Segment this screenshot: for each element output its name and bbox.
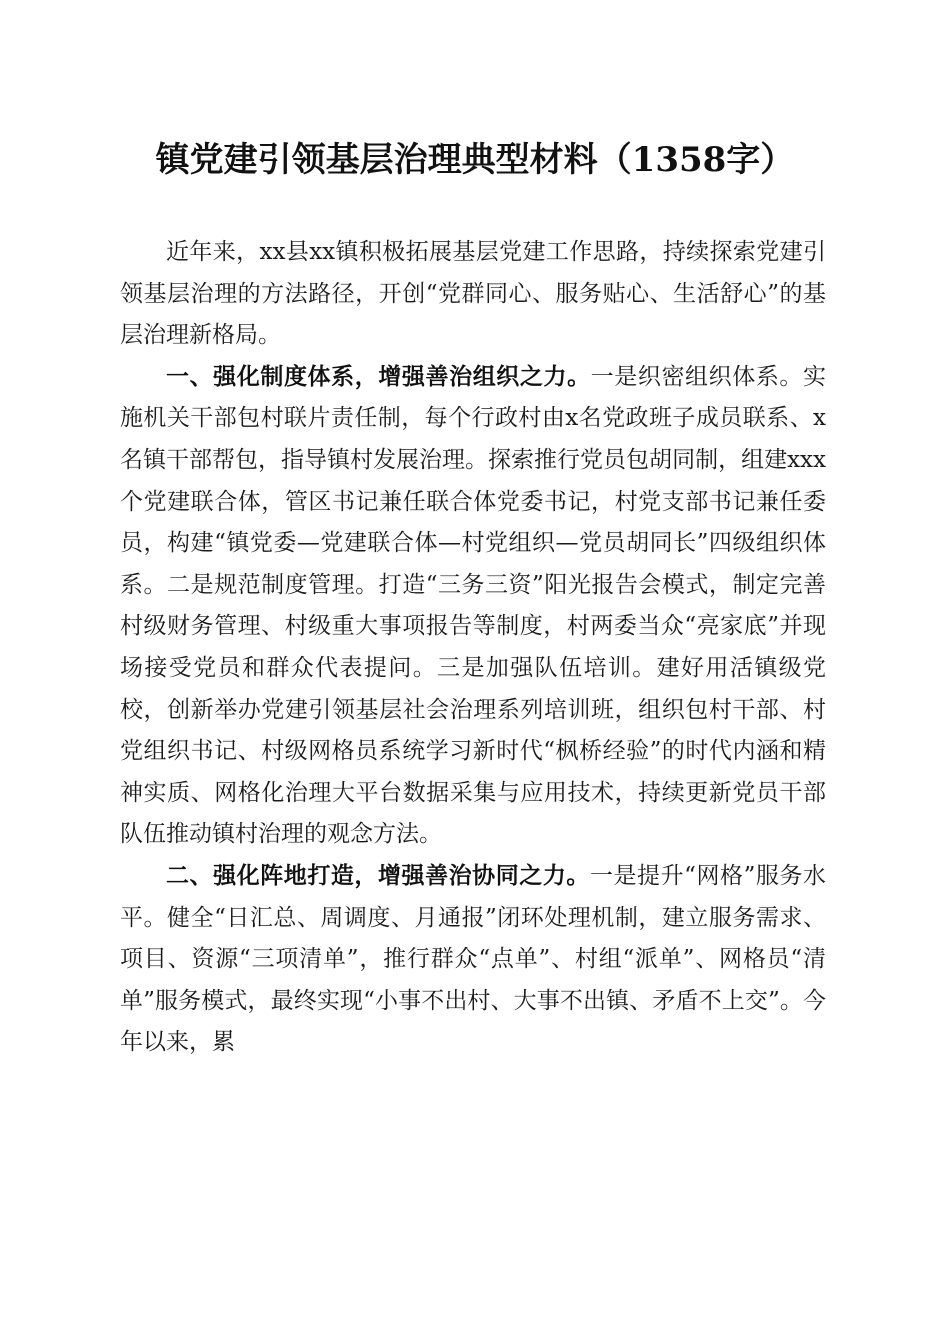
document-body xyxy=(120,232,826,1064)
section-two-heading: 二、强化阵地打造，增强善治协同之力。 xyxy=(166,862,590,889)
section-one-paragraph xyxy=(120,357,826,856)
intro-paragraph-text: 近年来，xx县xx镇积极拓展基层党建工作思路，持续探索党建引领基层治理的方法路径，开创“党群同心、服务贴心、生活舒心”的基层治理新格局。 xyxy=(120,239,826,349)
section-two-text: 一是提升“网格”服务水平。健全“日汇总、周调度、月通报”闭环处理机制，建立服务需求、项目、资源“三项清单”，推行群众“点单”、村组“派单”、网格员“清单”服务模式，最终实现“小事不出村、大事不出镇、矛盾不上交”。今年以来，累 xyxy=(120,862,826,1056)
intro-paragraph xyxy=(120,232,826,357)
document-title: 镇党建引领基层治理典型材料（1358字） xyxy=(155,140,795,180)
section-one-text: 一是织密组织体系。实施机关干部包村联片责任制，每个行政村由x名党政班子成员联系、x名镇干部帮包，指导镇村发展治理。探索推行党员包胡同制，组建xxx个党建联合体，管区书记兼任联合体党委书记，村党支部书记兼任委员，构建“镇党委—党建联合体—村党组织—党员胡同长”四级组织体系。二是规范制度管理。打造“三务三资”阳光报告会模式，制定完善村级财务管理、村级重大事项报告等制度，村两委当众“亮家底”并现场接受党员和群众代表提问。三是加强队伍培训。建好用活镇级党校，创新举办党建引领基层社会治理系列培训班，组织包村干部、村党组织书记、村级网格员系统学习新时代“枫桥经验”的时代内涵和精神实质、网格化治理大平台数据采集与应用技术，持续更新党员干部队伍推动镇村治理的观念方法。 xyxy=(120,363,827,848)
section-two-paragraph xyxy=(120,856,826,1064)
section-one-heading: 一、强化制度体系，增强善治组织之力。 xyxy=(166,363,591,390)
